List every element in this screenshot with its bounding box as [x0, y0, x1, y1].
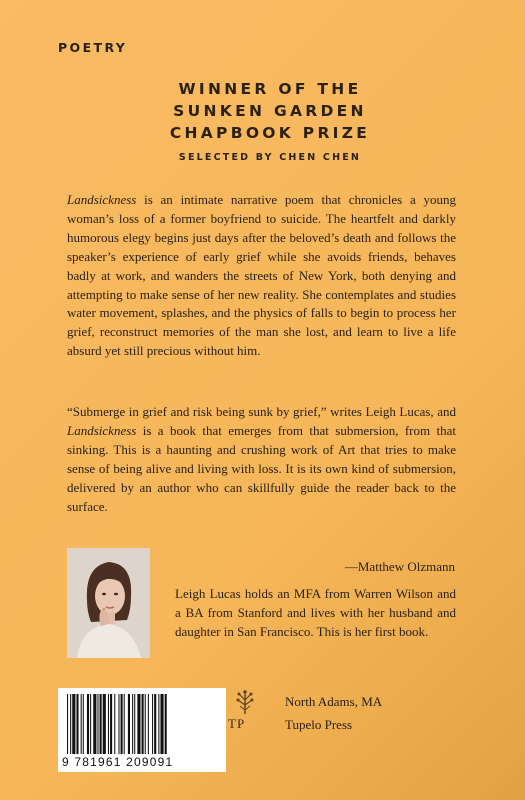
barcode-bar	[90, 694, 91, 754]
blurb-attribution: —Matthew Olzmann	[344, 559, 455, 574]
barcode-bar	[124, 694, 125, 754]
publisher-name: Tupelo Press	[285, 717, 353, 732]
book-title: Landsickness	[67, 422, 137, 438]
barcode-bar	[148, 694, 149, 754]
blurb-text: is an intimate narrative poem that chronicles a young woman’s loss of a former boyfriend to suicide. The heartfelt and darkly humorous elegy begins just days after the beloved’s death and follows the speaker’s experience of early grief while she avoids friends, behaves badly at work, and wanders the streets of New York, both denying and attempting to make sense of her new reality. She contemplates and studies water movement, splashes, and the physics of falls to begin to process her grief, reconstruct memories of the man she lost, and learn to live a life absurd yet still precious without him.	[67, 192, 456, 359]
barcode-bar	[70, 694, 71, 754]
barcode-bar	[87, 694, 89, 754]
prize-line: CHAPBOOK PRIZE	[169, 124, 371, 142]
barcode-bars	[67, 694, 219, 754]
barcode-bar	[137, 694, 140, 754]
isbn-number: 9 781961 209091	[62, 755, 174, 769]
barcode-bar	[160, 694, 163, 754]
isbn-barcode	[58, 688, 226, 772]
barcode-bar	[103, 694, 106, 754]
author-bio: Leigh Lucas holds an MFA from Warren Wilson and a BA from Stanford and lives with her husband and daughter in San Francisco. This is her first book.	[175, 586, 456, 639]
selected-by: SELECTED BY CHEN CHEN	[178, 152, 362, 163]
barcode-bar	[72, 694, 75, 754]
barcode-bar	[154, 694, 156, 754]
barcode-bar	[93, 694, 96, 754]
barcode-bar	[81, 694, 82, 754]
publisher-location: North Adams, MA	[285, 694, 383, 709]
barcode-bar	[128, 694, 130, 754]
blurb-text: is a book that emerges from that submersion, from that sinking. This is a haunting and crushing work of Art that tries to make sense of being alive and living with loss. It is its own kind of submersion, delivered by an author who can skillfully guide the reader back to the surface.	[67, 422, 456, 514]
barcode-bar	[110, 694, 112, 754]
prize-line: SUNKEN GARDEN	[173, 102, 367, 120]
prize-line: WINNER OF THE	[178, 80, 362, 98]
blurb-text: “Submerge in grief and risk being sunk by grief,” writes Leigh Lucas, and	[67, 404, 456, 419]
barcode-bar	[145, 694, 146, 754]
book-title: Landsickness	[67, 192, 137, 207]
barcode-bar	[67, 694, 68, 754]
barcode-bar	[132, 694, 133, 754]
barcode-bar	[118, 694, 119, 754]
publisher-initials: TP	[228, 716, 246, 731]
prize-heading	[150, 78, 390, 144]
barcode-bar	[76, 694, 78, 754]
barcode-bar	[134, 694, 135, 754]
blurb-paragraph-1	[67, 191, 456, 361]
barcode-bar	[83, 694, 84, 754]
barcode-bar	[97, 694, 98, 754]
barcode-bar	[121, 694, 123, 754]
barcode-bar	[142, 694, 144, 754]
barcode-bar	[114, 694, 115, 754]
barcode-bar	[108, 694, 109, 754]
barcode-bar	[158, 694, 159, 754]
author-portrait-icon	[67, 548, 150, 658]
genre-label: POETRY	[58, 40, 128, 55]
barcode-bar	[165, 694, 167, 754]
barcode-bar	[100, 694, 102, 754]
blurb-paragraph-2	[67, 403, 456, 516]
barcode-bar	[152, 694, 153, 754]
